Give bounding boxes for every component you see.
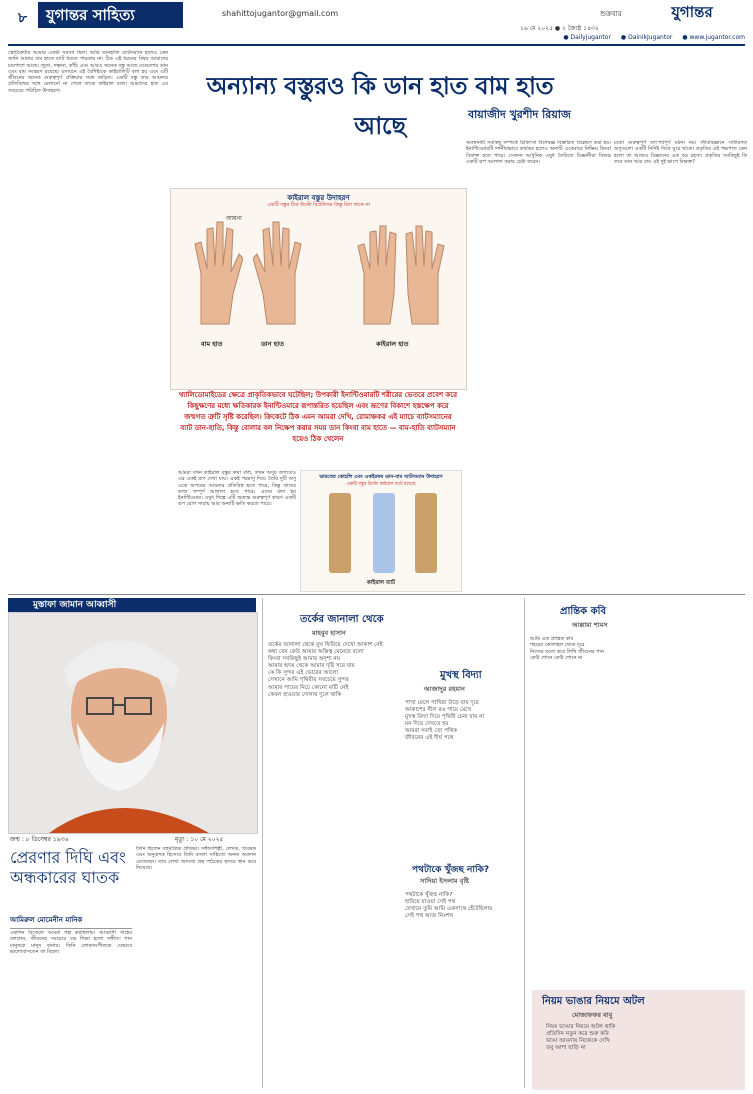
- main-article-author: বায়াজীদ খুরশীদ রিয়াজ: [468, 108, 571, 121]
- section-brand: যুগান্তর সাহিত্য: [38, 2, 183, 28]
- poem4-author: আল্লামা শামস: [572, 621, 608, 629]
- main-article-title: অন্যান্য বস্তুরও কি ডান হাত বাম হাত আছে: [206, 71, 554, 140]
- figure-caption: কাইরাল বস্তুর উদাহরণ: [287, 194, 350, 202]
- profile-article-author: আমিরুল মোমেনীন মানিক: [10, 914, 132, 929]
- poem1-title: তর্কের জানালা থেকে: [300, 614, 384, 625]
- bat-illustration-middle: [373, 493, 395, 573]
- poem2-title: মুখস্থ বিদ্যা: [440, 670, 482, 681]
- social-twitter[interactable]: DainikJugantor: [628, 34, 673, 41]
- right-hand-label: ডান হাত: [261, 340, 284, 348]
- date-line: ১৬ মে ২০২৫ ● ২ জ্যৈষ্ঠ ১৪৩২: [520, 25, 599, 32]
- profile-body-col2: তিনি ছিলেন বহুমাত্রিক প্রতিভা। সঙ্গীতশিল্পী, লেখক, গবেষক এবং অনুবাদক হিসেবে তিনি বাংলা সাহিত্যে অনন্য অবদান রেখেছেন। তার লেখা অসংখ্য গ্রন্থ পাঠকের হৃদয়ে স্থান করে নিয়েছে।: [136, 846, 256, 871]
- web-icon[interactable]: ● www.jugantor.com: [682, 34, 745, 41]
- profile-born: জন্ম : ৮ ডিসেম্বর ১৯৩৬: [10, 836, 69, 843]
- profile-article-title: প্রেরণার দিঘি এবং অন্ধকারের ঘাতক: [10, 848, 126, 887]
- bat-figure-subcaption: একটি বস্তুর উল্টো কাইরাল ব্যাট রয়েছে: [346, 482, 416, 487]
- facebook-icon[interactable]: ● Dailyjugantor: [563, 34, 611, 41]
- newspaper-logo[interactable]: যুগান্তর: [671, 3, 713, 21]
- profile-body-col1: একদিন বিকেলে আমরা গল্প করছিলাম। আব্বাসী সাহেব বললেন, জীবনের সবচেয়ে বড় শিক্ষা হলো সঙ্গীত। গান মানুষকে মানুষ বানায়। তিনি লোকসংগীতকে যেভাবে ভালোবাসতেন তা বিরল।: [10, 930, 132, 955]
- poem3-title: পথটাকে খুঁজছ নাকি?: [412, 865, 490, 875]
- chiral-hands-figure: [170, 188, 467, 390]
- main-body-col3: অবস্থানটি সবকিছু সম্পর্কে চিকিৎসা বিশেষজ্ঞ বিস্তারিত বিশ্লেষণ করা হয়। ইনান্টিওমারটি দর্শনীয়ভাবে কার্যকর হলেও অন্যটি একেবারে নিষ্ক্রিয় কিংবা বিষাক্ত হতে পারে। সেজন্য আধুনিক ওষুধ তৈরিতে বিজ্ঞানীরা বিশুদ্ধ একটি রূপ আলাদা করার চেষ্টা করেন।: [466, 140, 611, 165]
- right-hand-illustration: [253, 214, 305, 329]
- poem1-text: তর্কের জানালা থেকে মুখ ফিরিয়ে দেখো আকাশ নেই কথা যেন কেউ আমার অস্তিত্ব মেনেছে বলো কিংবা সবকিছুই আমার অদৃশ্য নয় আমার হৃদয় থেকে আমার দৃষ্টি সরে যায় কে কি সুন্দর এই ভোরের আলো সেখানে আমি পৃথিবীর সবচেয়ে সুন্দর আমার পায়ের নিচে কোনো মাটি নেই কেবল হাওয়ার দোলায় দুলে থাকি: [268, 642, 383, 698]
- column-separator: [262, 598, 263, 1088]
- main-body-col2: আমরা যখন কাইরাল বস্তুর কথা বলি, তখন অণুর জগতেও এর একই রূপ দেখা যায়। একই পরমাণু দিয়ে তৈরি দুটি অণু একে অপরের আয়নার প্রতিবিম্ব হতে পারে, কিন্তু তাদের কাজ সম্পূর্ণ আলাদা হতে পারে। এদের বলা হয় ইনান্টিওমার। ওষুধ শিল্পে এটি অত্যন্ত গুরুত্বপূর্ণ কারণ একটি রূপ রোগ সারায় আর অন্যটি ক্ষতি করতে পারে।: [178, 470, 296, 508]
- social-web[interactable]: www.jugantor.com: [689, 34, 745, 41]
- poem3-author: সাদিয়া ইসলাম বৃষ্টি: [420, 877, 470, 885]
- poem2-text: পাখা মেলে পাখিরা উড়ে যায় দূরে আকাশের নীল রঙ গায়ে মেখে মুখস্থ বিদ্যা দিয়ে পৃথিবী চেনা যায় না মন দিয়ে দেখতে হয় আমরা সবাই তো পথিক জীবনের এই দীর্ঘ পথে: [405, 700, 485, 742]
- main-body-col1: স্কেটিকেটায় আমার একটা সমস্যা ছিল। আমি ডানহাতি ব্যাটসম্যান হলেও কেন জানি আমার বাম হাতে ব্যাট ধরতে পারতাম না। ঠিক এই ধরনের বিষয় আমাদের চারপাশে আছে। জুতা, দস্তানা, কাঁচি এবং আরও অনেক বস্তু আছে যেগুলোর ডান এবং বাম সংস্করণ রয়েছে। রসায়নে এই বৈশিষ্ট্যকে কাইরালিটি বলা হয় এবং এটি জীবনের অনেক গুরুত্বপূর্ণ প্রক্রিয়ার সঙ্গে জড়িত। একটি বস্তু তার আয়নার প্রতিবিম্বের সঙ্গে মেলানো না গেলে তাকে কাইরাল বলে। আমাদের হাত এর সবচেয়ে পরিচিত উদাহরণ।: [8, 50, 168, 94]
- poem5-author: মোজাফফর বাবু: [572, 1011, 613, 1019]
- mirror-label: আয়না: [226, 215, 242, 222]
- figure-subcaption: একটি বস্তুর ঠিক উল্টো বিপ্রতিসম কিন্তু মিল থাকে না: [267, 202, 370, 208]
- twitter-icon[interactable]: ● DainikJugantor: [620, 34, 673, 41]
- poem4-text: আমি এক প্রান্তিক কবি শহরের কোলাহল থেকে দূরে নিজের মতো করে লিখি জীবনের গান কেউ শোনে কেউ শোনে না: [530, 636, 604, 661]
- email-link[interactable]: shahittojugantor@gmail.com: [222, 9, 339, 18]
- page-number: ৮: [18, 10, 28, 26]
- left-hand-label: বাম হাত: [201, 340, 223, 348]
- poem2-author: আজাদুর রহমান: [424, 685, 465, 693]
- day-label: শুক্রবার: [600, 10, 622, 18]
- social-facebook[interactable]: Dailyjugantor: [570, 34, 611, 41]
- poem5-text: নিয়ম ভাঙার নিয়মে অটল থাকি প্রতিদিন নতুন করে শুরু করি ভাঙা আয়নায় নিজেকে দেখি তবু আশা ছাড়ি না: [546, 1024, 616, 1052]
- chiral-hand-label: কাইরাল হাত: [376, 340, 409, 348]
- poem5-title: নিয়ম ভাঙার নিয়মে অটল: [542, 996, 645, 1007]
- poem5-box: [532, 990, 745, 1090]
- header-rule: [8, 44, 745, 46]
- highlight-quote: থ্যালিডোমাইডের ক্ষেত্রে প্রাকৃতিকভাবে ঘটেছিল; উপকারী ইনান্টিওমারটি শরীরের ভেতরে প্রবেশ করে কিছুক্ষণের মধ্যে ক্ষতিকারক ইনান্টিওমারে রূপান্তরিত হয়েছিল এবং ভ্রূণের বিকাশে হস্তক্ষেপ করে জন্মগত ত্রুটি সৃষ্টি করেছিল। ক্রিকেটে ঠিক এমন আমরা দেখি, রোমাঞ্চকর এই ম্যাচে ব্যাটসম্যানের ব্যাট ডান-হাতি, কিন্তু বোলার বল নিক্ষেপ করার সময় ডান কিংবা বাম হাতে — বাম-হাতি ব্যাটসম্যান হয়েও ঠিক খেলেন: [178, 391, 458, 443]
- portrait-photo: [8, 612, 258, 834]
- poem1-author: মাহবুব হাসান: [312, 629, 346, 637]
- bat-illustration-right: [415, 493, 437, 573]
- profile-name-banner: মুস্তাফা জামান আব্বাসী: [8, 598, 256, 612]
- left-hand-illustration: [191, 214, 243, 329]
- poem3-text: পথটাকে খুঁজছ নাকি? হারিয়ে যাওয়া সেই পথ যেখানে তুমি আমি একসাথে হেঁটেছিলাম সেই পথ আজ নিঃশব্দ: [405, 892, 493, 920]
- bat-label: কাইরাল ব্যাট: [366, 580, 396, 586]
- bat-figure: [300, 470, 462, 592]
- bat-illustration-left: [329, 493, 351, 573]
- social-links: [520, 34, 745, 41]
- column-separator-right: [524, 598, 525, 1088]
- main-body-col4: মতো গুরুত্বপূর্ণ তাৎপর্যপূর্ণ ঘটনা নয়। জীববিজ্ঞানে সাধারণত অণুগুলো একটি নির্দিষ্ট দিকে ঘুরে থাকে। প্রকৃতির এই পক্ষপাত কেন হলো তা আজও বিজ্ঞানের এক বড় রহস্য। প্রকৃতির সবকিছুই কি তবে ডান আর বাম এই দুই ভাগে বিভক্ত?: [614, 140, 747, 165]
- profile-died: মৃত্যু : ১০ মে ২০২৫: [175, 836, 224, 843]
- chiral-hands-illustration: [356, 214, 446, 329]
- section-divider: [8, 594, 745, 595]
- bat-figure-caption: ভারতের কোহলি এবং একইরকম ডান-বাম ব্যাটসম্যান উদাহরণ: [319, 474, 443, 480]
- poem4-title: প্রান্তিক কবি: [560, 606, 607, 617]
